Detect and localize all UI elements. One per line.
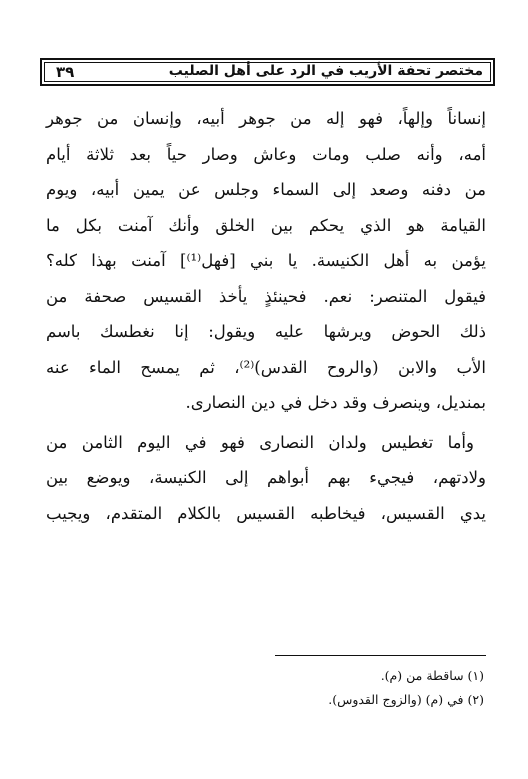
book-title: مختصر تحفة الأريب في الرد على أهل الصليب [168, 63, 483, 79]
text-line: فيقول المتنصر: نعم. فحينئذٍ يأخذ القسيس صحفة من [46, 286, 486, 306]
text-line: ذلك الحوض ويرشها عليه ويقول: إنا نغطسك باسم [46, 322, 486, 341]
page-number: ٣٩ [56, 63, 75, 81]
text-line: أمه، وأنه صلب ومات وعاش وصار حياً بعد ثلاثة أيام [46, 144, 486, 164]
text-line: يؤمن به أهل الكنيسة. يا بني [فهل⁽¹⁾] آمنت بهذا كله؟ [46, 251, 486, 270]
footnote-1: (١) ساقطة من (م). [380, 668, 484, 683]
text-line-paragraph-start: وأما تغطيس ولدان النصارى فهو في اليوم الثامن من [46, 432, 474, 452]
footnotes [44, 664, 484, 712]
text-line-paragraph-end: بمنديل، وينصرف وقد دخل في دين النصارى. [185, 393, 486, 412]
text-line: ولادتهم، فيجيء بهم أبواهم إلى الكنيسة، ويوضع بين [46, 468, 486, 487]
footnote-2: (٢) في (م) (والزوج القدوس). [328, 692, 484, 707]
text-line: من دفنه وصعد إلى السماء وجلس عن يمين أبيه، ويوم [46, 180, 486, 199]
text-line: الأب والابن (والروح القدس)⁽²⁾، ثم يمسح الماء عنه [46, 357, 486, 377]
text-line: القيامة هو الذي يحكم بين الخلق وأنك آمنت بكل ما [46, 215, 486, 235]
footnote-separator [275, 655, 486, 656]
text-line: إنساناً وإلهاً، فهو إله من جوهر أبيه، وإنسان من جوهر [46, 109, 486, 128]
main-text [46, 101, 486, 531]
running-header [40, 58, 495, 86]
text-line: يدي القسيس، فيخاطبه القسيس بالكلام المتقدم، ويجيب [46, 503, 486, 523]
